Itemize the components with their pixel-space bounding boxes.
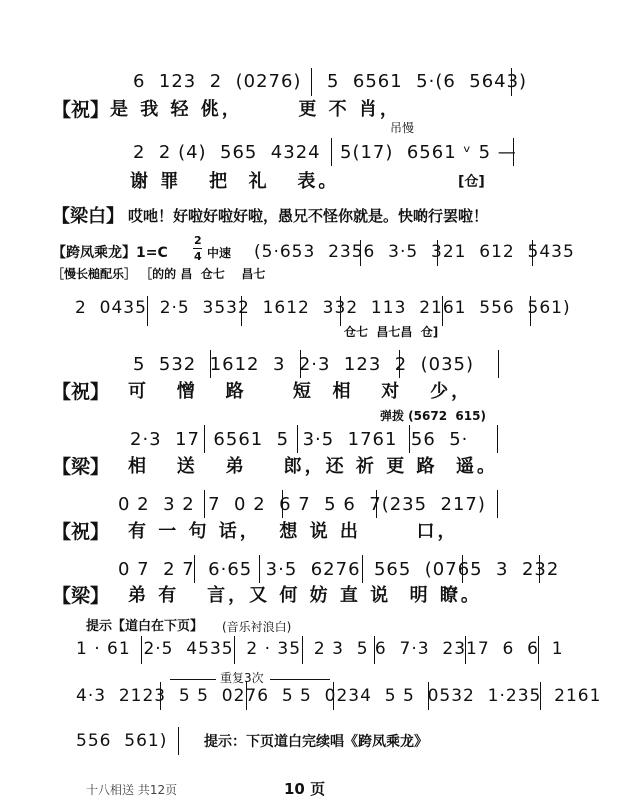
barline <box>465 636 466 664</box>
barline <box>497 490 498 518</box>
barline <box>340 296 341 326</box>
barline <box>376 490 377 518</box>
notes-row2-a: 2 2 (4) 565 4324 <box>133 142 321 163</box>
barline <box>530 296 531 326</box>
repeat-mark: 重复3次 <box>220 671 264 685</box>
barline <box>532 240 533 266</box>
barline <box>331 138 332 166</box>
tempo-speed: 中速 <box>207 246 232 260</box>
barline <box>194 555 195 583</box>
barline <box>428 682 429 710</box>
hint-label: 提示【道白在下页】 <box>86 619 204 634</box>
notes-row11: 1 · 61 2·5 4535 2 · 35 2 3 5 6 7·3 2317 6 6 1 <box>76 639 564 659</box>
notes-row9: 0 7 2 7 6·65 3·5 6276 565 (0765 3 232 <box>118 559 560 580</box>
notes-row5: 2 0435 2·5 3532 1612 332 113 2161 556 561) <box>75 298 571 318</box>
barline <box>513 138 514 166</box>
barline <box>511 68 512 96</box>
time-sig-line <box>193 248 202 249</box>
lyric-row7: 相 送 弟 郎，还 祈 更 路 遥。 <box>128 456 498 477</box>
barline <box>462 555 463 583</box>
barline <box>297 425 298 453</box>
barline <box>360 240 361 266</box>
percussion-row4: ［慢长槌配乐］ ［的的 昌 仓七 昌七 <box>52 267 266 281</box>
time-sig-num: 2 <box>194 234 202 247</box>
barline <box>497 425 498 453</box>
footer-title: 十八相送 共12页 <box>86 783 178 797</box>
barline <box>282 490 283 518</box>
barline <box>437 240 438 266</box>
repeat-bracket-left <box>170 679 216 680</box>
lyric-row1: 是 我 轻 佻， 更 不 肖， <box>110 99 401 120</box>
barline <box>409 425 410 453</box>
barline <box>210 350 211 378</box>
role-label: 【梁】 <box>52 456 110 478</box>
barline <box>302 636 303 664</box>
barline <box>333 682 334 710</box>
barline <box>141 636 142 664</box>
continue-hint: 提示：下页道白完续唱《跨凤乘龙》 <box>204 734 428 750</box>
barline <box>234 636 235 664</box>
lyric-row9: 弟 有 言，又 何 妨 直 说 明 瞭。 <box>128 585 482 606</box>
barline <box>442 296 443 326</box>
notes-row12: 4·3 2123 5 5 0276 5 5 0234 5 5 0532 1·235 2161 <box>76 686 602 706</box>
barline <box>374 636 375 664</box>
barline <box>539 555 540 583</box>
notes-row7: 2·3 17 6561 5 3·5 1761 56 5· <box>130 429 469 450</box>
page-number: 10 页 <box>284 780 326 798</box>
lyric-row2: 谢 罪 把 礼 表。 <box>130 171 340 192</box>
lyric-row8: 有 一 句 话， 想 说 出 口， <box>128 521 459 542</box>
barline <box>241 296 242 326</box>
barline <box>204 490 205 518</box>
notes-row4: (5·653 2356 3·5 321 612 5435 <box>254 242 575 262</box>
role-label: 【祝】 <box>52 521 110 543</box>
time-sig-den: 4 <box>194 250 202 263</box>
barline <box>204 425 205 453</box>
role-label: 【祝】 <box>52 99 110 121</box>
barline <box>540 682 541 710</box>
gong-mark: [仓] <box>458 174 485 190</box>
role-label: 【梁】 <box>52 585 110 607</box>
music-note: (音乐衬浪白) <box>222 620 292 634</box>
notes-row2-b: 5(17) 6561 ᵛ 5 — <box>340 142 517 163</box>
tempo-mark: 吊慢 <box>390 121 415 135</box>
notes-row8: 0 2 3 2 7 0 2 6 7 5 6 7(235 217) <box>118 494 486 515</box>
notes-row13: 556 561) <box>76 731 168 751</box>
spoken-line: 哎吔！好啦好啦好啦，愚兄不怪你就是。快啲行罢啦！ <box>128 207 489 225</box>
barline <box>259 555 260 583</box>
pluck-mark: 弹拨 (5672 615) <box>380 409 486 423</box>
barline <box>538 636 539 664</box>
barline <box>362 555 363 583</box>
notes-row6: 5 532 1612 3 2·3 123 2 (035) <box>133 354 475 375</box>
percussion-row5: 仓七 昌七昌 仓] <box>344 325 439 339</box>
tune-name: 【跨凤乘龙】1=C <box>52 245 168 261</box>
lyric-row6: 可 憎 路 短 相 对 少， <box>128 381 473 402</box>
role-label: 【梁白】 <box>52 206 124 227</box>
repeat-bracket-right <box>270 679 330 680</box>
barline <box>147 296 148 326</box>
notes-row1-a: 6 123 2 (0276) <box>133 71 302 92</box>
barline <box>498 350 499 378</box>
barline <box>311 68 312 96</box>
barline <box>160 682 161 710</box>
barline <box>399 350 400 378</box>
barline <box>300 350 301 378</box>
role-label: 【祝】 <box>52 381 110 403</box>
barline <box>178 727 179 755</box>
notes-row1-b: 5 6561 5·(6 5643) <box>327 71 528 92</box>
barline <box>246 682 247 710</box>
